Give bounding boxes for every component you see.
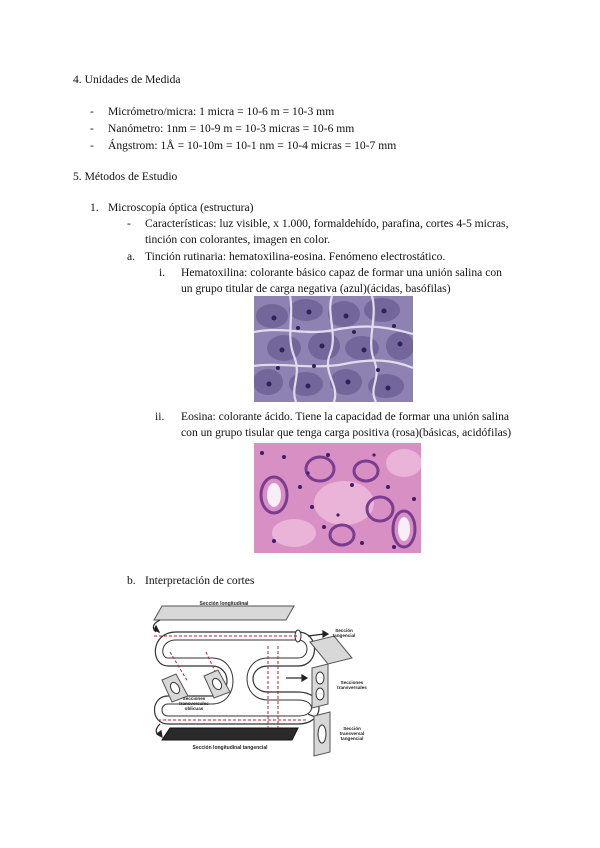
- unit-angstrom: Ángstrom: 1Å = 10-10m = 10-1 nm = 10-4 micras = 10-7 mm: [108, 139, 397, 152]
- list-number: 1.: [90, 201, 99, 214]
- tangential-slab: [310, 636, 352, 664]
- section-interpretation-diagram: [148, 596, 380, 758]
- oblique-label-2: transversales: [179, 701, 209, 706]
- list-letter: b.: [127, 574, 136, 587]
- transversal-label-1: Secciones: [340, 680, 364, 685]
- hematoxylin-micrograph-drawing: [254, 296, 413, 402]
- section-5-heading: 5. Métodos de Estudio: [73, 170, 178, 183]
- hematoxylin-line-2: un grupo titular de carga negativa (azul)(ácidas, basófilas): [181, 282, 451, 295]
- tangential-label-1: Sección: [335, 628, 353, 633]
- list-letter: a.: [127, 250, 136, 263]
- list-roman: ii.: [155, 410, 165, 423]
- features-line-2: tinción con colorantes, imagen en color.: [145, 233, 331, 246]
- bullet: -: [90, 122, 94, 135]
- oblique-label-1: Secciones: [182, 696, 206, 701]
- routine-staining-item: Tinción rutinaria: hematoxilina-eosina. Fenómeno electrostático.: [145, 250, 446, 263]
- unit-nanometer: Nanómetro: 1nm = 10-9 m = 10-3 micras = 10-6 mm: [108, 122, 355, 135]
- bullet: -: [90, 139, 94, 152]
- eosin-micrograph-drawing: [254, 443, 421, 553]
- optical-microscopy-item: Microscopía óptica (estructura): [108, 201, 254, 214]
- oblique-label-3: oblicuas: [184, 706, 204, 711]
- list-roman: i.: [159, 266, 166, 279]
- eosin-line-2: con un grupo tisular que tenga carga positiva (rosa)(básicas, acidófilas): [181, 426, 512, 439]
- eosin-line-1: Eosina: colorante ácido. Tiene la capacidad de formar una unión salina: [181, 410, 510, 423]
- features-line-1: Características: luz visible, x 1.000, formaldehído, parafina, cortes 4-5 micras,: [145, 217, 509, 230]
- bullet: -: [90, 105, 94, 118]
- transversal-tangential-label-2: transversal: [339, 731, 365, 736]
- bullet: -: [127, 217, 131, 230]
- unit-micrometer: Micrómetro/micra: 1 micra = 10-6 m = 10-3 mm: [108, 105, 335, 118]
- tube-sections-drawing: [148, 596, 380, 758]
- transversal-tangential-label-1: Sección: [343, 726, 361, 731]
- eosin-micrograph: [254, 443, 421, 553]
- section-4-heading: 4. Unidades de Medida: [73, 73, 181, 86]
- longitudinal-tangential-label: Sección longitudinal tangencial: [192, 745, 268, 751]
- cut-interpretation-item: Interpretación de cortes: [145, 574, 255, 587]
- longitudinal-tangential-slab: [162, 728, 298, 740]
- transversal-tangential-label-3: tangencial: [340, 736, 364, 741]
- longitudinal-label: Sección longitudinal: [199, 601, 249, 607]
- longitudinal-slab: [154, 606, 294, 620]
- transversal-ring-1: [316, 672, 324, 684]
- hematoxylin-micrograph: [254, 296, 413, 402]
- transversal-tangential-ring: [318, 725, 326, 743]
- transversal-label-2: transversales: [337, 685, 367, 690]
- hematoxylin-line-1: Hematoxilina: colorante básico capaz de formar una unión salina con: [181, 266, 502, 279]
- tangential-label-2: tangencial: [332, 633, 356, 638]
- transversal-ring-2: [316, 688, 324, 700]
- transversal-slab: [312, 664, 328, 708]
